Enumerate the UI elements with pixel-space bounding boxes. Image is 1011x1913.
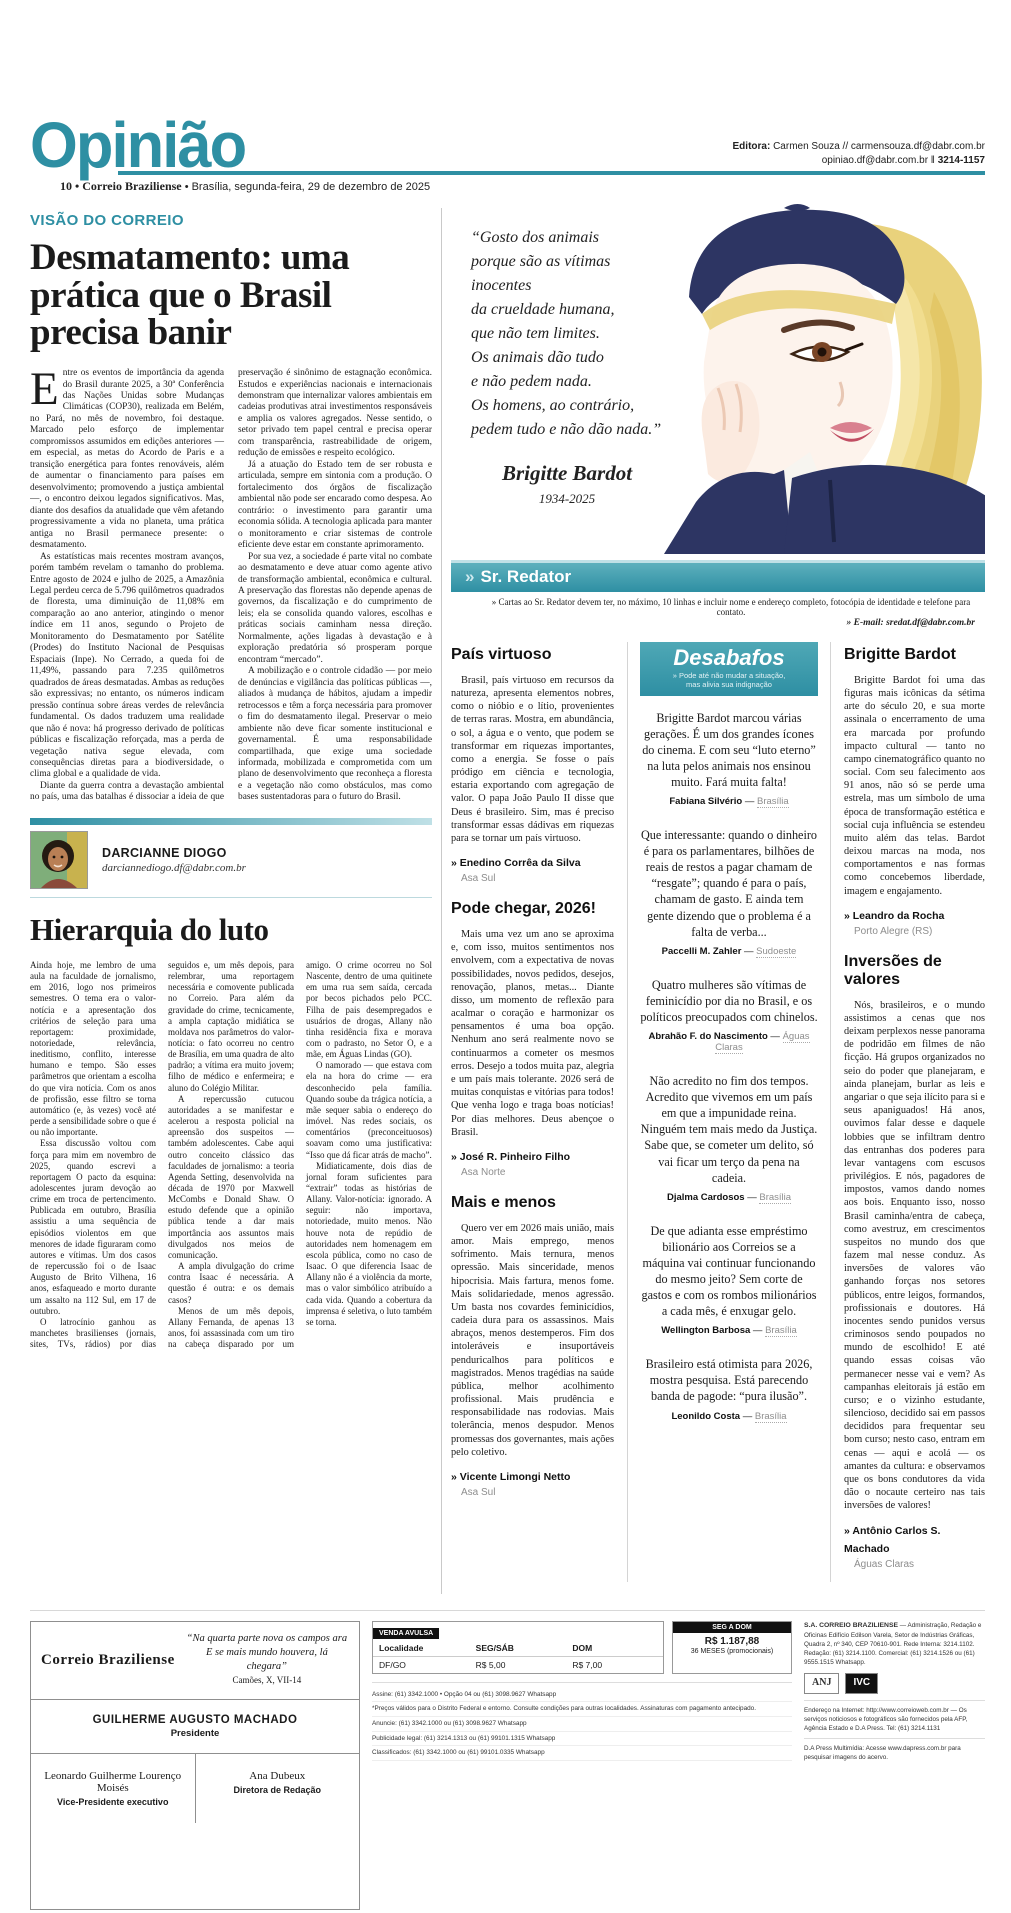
pricing-col-header: DOM — [572, 1642, 593, 1653]
columnist-card — [30, 818, 432, 898]
desabafos-header — [640, 642, 818, 696]
columnist-accent-bar — [30, 818, 432, 825]
desabafo-place: Brasília — [754, 1410, 787, 1422]
letter-body: Brasil, país virtuoso em recursos da natureza, apresenta elementos nobres, como o nióbio e o lítio, provenientes de terras raras. Mostra, em abundância, o sol, a água e o vento, que podem se transformar em riquezas importantes, como a energia. Se fosse o país pródigo em ciência e tecnologia, estaria exportando com agregação de valor. O papa João Paulo II disse que Deus é brasileiro. Sim, mas é preciso transformar essas dádivas em riquezas para se tornar um país virtuoso. — [451, 674, 614, 844]
desabafo-author: Djalma Cardosos — Brasília — [666, 1191, 792, 1203]
desabafo-author: Wellington Barbosa — Brasília — [661, 1325, 797, 1337]
paragraph: As estatísticas mais recentes mostram avanços, porém também revelam o tamanho do problema. Entre agosto de 2024 e julho de 2025, a Amazônia Legal perdeu cerca de 5.796 quilômetros quadrados de floresta, uma diminuição de 11,08% em comparação ao ano anterior, atingindo o menor índice em 11 anos, segundo o Projeto de Monitoramento do Desmatamento por Satélite (Prodes) do Instituto Nacional de Pesquisas Espaciais (Inpe). No Cerrado, a queda foi de 11,49%, passando para 7.235 quilômetros quadrados de áreas desmatadas. Ambas as reduções são expressivas; no entanto, os números indicam pressão contínua sobre áreas verdes de relevância fundamental. Os dados traduzem uma realidade que não é nova: há progresso derivado de políticas públicas e fiscalização reforçada, mas a perda de vegetação nativa segue elevada, com consequências diretas para a biodiversidade, o clima global e a qualidade de vida. — [30, 551, 224, 780]
pricing-cell: R$ 7,00 — [566, 1656, 663, 1673]
footer-pricing — [372, 1621, 792, 1910]
desabafo-text: Não acredito no fim dos tempos. Acredito que vivemos em um país em que a impunidade reina. Ninguém tem mais medo da Justiça. Sabe que, se cometer um delito, só vai ficar um terço da pena na cadeia. — [640, 1074, 818, 1185]
letter-signature: » Antônio Carlos S. Machado Águas Claras — [844, 1521, 985, 1570]
letter-title: Brigitte Bardot — [844, 645, 956, 663]
footer-logo: Correio Braziliense — [41, 1651, 175, 1668]
desabafo-item — [640, 827, 818, 957]
paragraph: Diante da guerra contra a devastação ambiental no país, uma das batalhas é dissociar a ideia de que preservação é sinônimo de estagnação econômica. Estudos e experiências nacionais e internacionais demonstram que internalizar valores ambientais em cadeias produtivas atrai investimentos responsáveis e amplia os valores agregados. Nesse sentido, o setor privado tem papel central e precisa operar com transparência, rastreabilidade de origem, redução de emissões e respeito ecológico. — [30, 368, 432, 803]
chevron-icon: » — [465, 566, 475, 586]
bardot-illustration — [663, 202, 985, 554]
paragraph: A mobilização e o controle cidadão — por meio de denúncias e vigilância das políticas públicas —, aliados à mudança de hábitos, ajudam a impedir retrocessos e têm a força necessária para promover o fim do desmatamento ilegal. Preservar o meio ambiente não deve ficar somente institucional e governamental. É uma responsabilidade compartilhada, que exige uma sociedade informada, mobilizada e comprometida com um plano de desenvolvimento que reconheça a floresta e a vegetação não como obstáculos, mas como bases sustentadoras para o futuro do Brasil. — [238, 666, 432, 803]
letter-title: País virtuoso — [451, 645, 552, 663]
quote-line: da crueldade humana, — [471, 300, 615, 318]
columnist-email[interactable]: darciannediogo.df@dabr.com.br — [102, 861, 246, 874]
letter-body: Nós, brasileiros, e o mundo assistimos a cenas que nos deixam perplexos nesse panorama de podridão em filmes de não ficção. Há grupos organizados no seio do poder que planejaram, e ainda planejam, burlar as leis e angariar o que seja ilícito para si e seus apaniguados! Há anos, ouvimos falar desse e daquele lobbies que se infiltram dentro das entranhas dos poderes para levar vantagens com escusos privilégios. E nós, pagadores de impostos, vamos dando nomes aos bois. Enquanto isso, nosso Brasil caminha/entra de cabeça, como avestruz, em crescimentos suspeitos no mundo dos que fazem mal nesse conduz. As inversões de valores vão ganhando forças nos setores públicos, entre leigos, formandos, profissionais e doutores. Há inocentes sendo punidos versus criminosos sendo poupados no mundo de escolhido! E até quando essas coisas vão permanecer nesse vai e vem? As campanhas eleitorais já estão em curso; e o vizinho estudante, silencioso, decidido sai em passos decididos para frequentar seu bom curso; nesto caso, entram em cenas — aqui e acolá — os amantes da cultura: e observamos que os bons condutores da vida dão o nocaute certeiro nas tais inversões de valores! — [844, 999, 985, 1512]
letters-column-desabafos — [627, 642, 831, 1582]
quote-line: inocentes — [471, 276, 532, 294]
paragraph: Menos de um mês depois, Allany Fernanda, de apenas 13 anos, foi assassinada com um tiro na cabeça disparado por um amigo. O crime ocorreu no Sol Nascente, dentro de uma quitinete em uma rua sem saída, cercada por becos pichados pelo PCC. Filha de pais desempregados e usuários de drogas, Allany não tinha residência fixa e morava com o padrasto, no Setor O, e a mãe, em Águas Lindas (GO). — [168, 959, 432, 1350]
dapress-line: D.A Press Multimídia: Acesse www.dapress.com.br para pesquisar imagens do acervo. — [804, 1745, 961, 1762]
footer-company-info — [804, 1621, 985, 1910]
subscription-price: R$ 1.187,88 — [704, 1635, 760, 1647]
desabafo-item — [640, 710, 818, 807]
contact-line: Assine: (61) 3342.1000 • Opção 04 ou (61) 3098.9627 Whatsapp — [372, 1688, 792, 1703]
redator-email[interactable]: » E-mail: sredat.df@dabr.com.br — [846, 617, 975, 628]
redator-title: Sr. Redator — [480, 566, 572, 586]
letter-body: Mais uma vez um ano se aproxima e, com isso, muitos sentimentos nos envolvem, com a expectativa de novas possibilidades, novos pedidos, desejos, renovação, planos, metas... Diante disso, um momento de reflexão para acalmar o coração e harmonizar os pensamentos é uma boa opção. Nenhum ano será realmente novo se continuarmos a cometer os mesmos erros. Desejo a todos muita paz, alegria e um país mais tolerante. 2026 será de muitas conquistas e vitórias para todos! Que venha logo e traga boas notícias! Por dias melhores. Deus abençoe o Brasil. — [451, 929, 614, 1138]
desabafo-author: Fabiana Silvério — Brasília — [669, 796, 789, 808]
drop-cap: E — [30, 363, 59, 416]
company-name: S.A. CORREIO BRAZILIENSE — [804, 1621, 899, 1629]
desabafo-text: Brasileiro está otimista para 2026, mostra pesquisa. Está parecendo banda de pagode: “pura ilusão”. — [645, 1357, 813, 1404]
paragraph: A repercussão cutucou autoridades a se manifestar e acelerou a resposta policial na apreensão dos suspeitos — também adolescentes. Cabe aqui outro conceito clássico das faculdades de jornalismo: a teoria Agenda Setting, desenvolvida na década de 1970 por Maxwell McCombs e Donald Shaw. O estudo defende que a opinião pública tende a dar mais importância aos assuntos mais divulgados nos meios de comunicação. — [168, 1093, 294, 1260]
editor-label: Editora: — [732, 140, 771, 152]
paragraph: Já a atuação do Estado tem de ser robusta e articulada, sempre em sintonia com a produção. O fortalecimento dos órgãos de fiscalização ambiental não pode ser encarado como despesa. Ao contrário: o investimento para garantir uma economia sólida. A tecnologia aplicada para manter o monitoramento e criar sistemas de controle eficiente deve estar em constante aprimoramento. — [238, 459, 432, 551]
ivc-logo: IVC — [845, 1673, 878, 1694]
divider — [804, 1700, 985, 1701]
paragraph: Por sua vez, a sociedade é parte vital no combate ao desmatamento e deve atuar como agente ativo de transformação ambiental, econômica e cultural. A preservação das florestas não depende apenas de governos, da fiscalização e do cumprimento de leis; ela se consolida quando valores, escolhas e práticas sociais caminham nessa direção. Normalmente, ações ligadas à devastação e à exploração predatória só prosperam porque encontram “mercado”. — [238, 551, 432, 665]
pricing-cell: DF/GO — [373, 1656, 470, 1673]
columnist-name: DARCIANNE DIOGO — [102, 845, 227, 860]
footer-contact-lines — [372, 1682, 792, 1761]
letter-place: Águas Claras — [854, 1558, 915, 1570]
editorial-headline: Desmatamento: uma prática que o Brasil precisa banir — [30, 236, 350, 354]
section-email[interactable]: opiniao.df@dabr.com.br — [821, 155, 929, 167]
subscription-months: 36 MESES (promocionais) — [690, 1647, 774, 1655]
anj-logo: ANJ — [804, 1673, 839, 1694]
pull-quote — [451, 202, 663, 554]
desabafo-place: Brasília — [759, 1191, 792, 1203]
pricing-col-header: SEG/SÁB — [475, 1642, 514, 1653]
desabafo-place: Brasília — [756, 796, 789, 808]
desabafo-author: Abrahão F. do Nascimento — Águas Claras — [648, 1031, 810, 1054]
columnist-photo — [30, 831, 88, 889]
letter-body: Brigitte Bardot foi uma das figuras mais icônicas da sétima arte do século 20, e sua morte assinala o encerramento de uma era marcada por profundo impacto cultural — tanto no campo cinematográfico quanto no social. Com seu falecimento aos 91 anos, não só se perde uma estrela, mas um símbolo de uma época de transformação estética e social cuja influência se estendeu muito além das telas. Bardot deixou marcas na moda, nos comportamentos e nas formas como concebemos liberdade, imagem e engajamento. — [844, 674, 985, 897]
paragraph: Ainda hoje, me lembro de uma aula na faculdade de jornalismo, em 2016, logo nos primeiros semestres. O tema era o valor-notícia e a apresentação dos critérios de seleção para uma reportagem: proximidade, notoriedade, relevância, ineditismo, conflito, interesse humano e tempo. São esses parâmetros que orientam a escolha do que vira notícia. Com os anos de profissão, esse filtro se torna automático (e, às vezes) você até perde a sensibilidade sobre o que é ou não importante. — [30, 959, 156, 1138]
quote-line: Os homens, ao contrário, — [471, 396, 635, 414]
vertical-divider — [441, 208, 442, 1594]
section-logo: Opinião — [30, 109, 246, 181]
desabafo-item — [640, 1223, 818, 1337]
quote-line: Os animais dão tudo — [471, 348, 604, 366]
pricing-col-header: Localidade — [379, 1642, 424, 1653]
column-headline: Hierarquia do luto — [30, 911, 269, 947]
editorial-body — [30, 363, 432, 804]
desabafo-place: Sudoeste — [756, 945, 797, 957]
pricing-tab: VENDA AVULSA — [373, 1628, 439, 1639]
pricing-cell: R$ 5,00 — [470, 1656, 567, 1673]
letter-place: Asa Norte — [461, 1166, 506, 1178]
letter-signature: » Enedino Corrêa da Silva Asa Sul — [451, 853, 614, 884]
quote-line: que não tem limites. — [471, 324, 600, 342]
contact-line: Classificados: (61) 3342.1000 ou (61) 99101.0335 Whatsapp — [372, 1746, 792, 1761]
masthead-footer — [30, 1610, 985, 1910]
letter-title: Mais e menos — [451, 1193, 556, 1211]
page-header — [30, 109, 985, 200]
desabafo-text: Brigitte Bardot marcou várias gerações. É um dos grandes ícones do cinema. E com seu “luto eterno” na luta pelos animais nos ensinou muito. Fará muita falta! — [642, 710, 816, 789]
redator-note: » Cartas ao Sr. Redator devem ter, no máximo, 10 linhas e incluir nome e endereço completo, fotocópia de identidade e telefone para contato. » E-mail: sredat.df@dabr.com.br — [451, 592, 985, 630]
paragraph: Entre os eventos de importância da agenda do Brasil durante 2025, a 30ª Conferência das Nações Unidas sobre Mudanças Climáticas (COP30), realizada em Belém, no Pará, no mês de novembro, foi destaque. Marcado pelo esforço de implementar compromissos assumidos em edições anteriores — em especial, as metas do Acordo de Paris e a transição energética para fontes renováveis, além de aumentar o financiamento para países em desenvolvimento; promovendo a justiça ambiental —, o encontro deixou legados significativos. Mas, diante dos desafios da atualidade que vêm afetando progressivamente a vida no planeta, uma prática antiga no Brasil permanece presente: o desmatamento. — [30, 363, 224, 551]
internet-line: Endereço na Internet: http://www.correioweb.com.br — Os serviços noticiosos e fotográficos são fornecidos pela AFP, Agência Estado e D.A Press. Tel: (61) 3214.1131 — [804, 1706, 968, 1732]
letters-column-c — [844, 642, 985, 1582]
contact-line: *Preços válidos para o Distrito Federal e entorno. Consulte condições para outras localidades. Assinaturas com pagamento antecipado. — [372, 1702, 792, 1717]
redator-section-bar — [451, 560, 985, 592]
quote-line: e não pedem nada. — [471, 372, 592, 390]
pricing-table — [372, 1621, 664, 1674]
letter-signature: » José R. Pinheiro Filho Asa Norte — [451, 1147, 614, 1178]
letter-place: Asa Sul — [461, 1486, 496, 1498]
desabafo-item — [640, 977, 818, 1053]
dateline-date: • Brasília, segunda-feira, 29 de dezembro de 2025 — [184, 180, 431, 193]
paragraph: O latrocínio ganhou as manchetes brasilienses (jornais, sites, TVs, rádios) por dias seguidos e, um mês depois, para relembrar, uma reportagem necessária e comovente publicada no Correio. Para além da gravidade do crime, tecnicamente, a ampla captação midiática se moldava nos parâmetros do valor-notícia: o fato ocorreu no centro de Brasília, em uma quadra de alto padrão; a vítima era muito jovem; filho de médico e enfermeira; e aluno do Colégio Militar. — [30, 959, 294, 1350]
subscription-box — [672, 1621, 792, 1674]
paragraph: Midiaticamente, dois dias de jornal foram suficientes para “extrair” todas as histórias de Allany. Valor-notícia: ignorado. A seguir: não importava, notoriedade, muito menos. Não houve nota de repúdio de autoridades nem homenagem em escola pública, como no caso de Isaac. O que diferencia Isaac de Allany não é a violência da morte, mas o valor simbólico atribuído a cada vida. Quando a cobertura da imprensa é seletiva, o luto também se torna. — [306, 1160, 432, 1327]
quote-line: pedem tudo e não dão nada.” — [471, 420, 662, 438]
desabafo-author: Paccelli M. Zahler — Sudoeste — [661, 945, 797, 957]
desabafos-tagline: » Pode até não mudar a situação, mas alivia sua indignação — [672, 670, 786, 690]
editor-email[interactable]: Carmen Souza // carmensouza.df@dabr.com.br — [773, 140, 985, 152]
company-address: — Administração, Redação e Oficinas Edifício Edilson Varela, Setor de Indústrias Gráficas, Quadra 2, nº 340, CEP 70610-901. Rede Interna: 3214.1102. Redação: (61) 3214.1100. Comercial: (61) 3214.1526 ou (61) 9555.1515 Whatsapp. — [804, 1621, 982, 1667]
letter-signature: » Leandro da Rocha Porto Alegre (RS) — [844, 906, 985, 937]
quote-line: porque são as vítimas — [471, 252, 611, 270]
dateline-paper: 10 • Correio Braziliense — [60, 178, 182, 193]
desabafo-item — [640, 1073, 818, 1203]
footer-quote-attr: Camões, X, VII-14 — [232, 1675, 302, 1686]
letter-place: Porto Alegre (RS) — [854, 925, 933, 937]
subscription-label: SEG A DOM — [673, 1622, 791, 1633]
footer-vice-president: Leonardo Guilherme Lourenço Moisés Vice-Presidente executivo — [44, 1769, 182, 1807]
quote-line: “Gosto dos animais — [471, 228, 600, 246]
columnist-portrait — [31, 832, 87, 888]
editor-info: Editora: Carmen Souza // carmensouza.df@dabr.com.br opiniao.df@dabr.com.br ‖ 3214-1157 — [732, 140, 985, 167]
desabafo-place: Brasília — [765, 1325, 797, 1337]
letters-column-a — [451, 642, 614, 1582]
kicker: VISÃO DO CORREIO — [30, 211, 184, 229]
desabafos-title: Desabafos — [673, 644, 785, 670]
letter-title: Inversões de valores — [844, 952, 942, 988]
quote-years: 1934-2025 — [538, 491, 596, 507]
letters-region — [451, 202, 985, 1594]
paragraph: A ampla divulgação do crime contra Isaac é necessária. A questão é outra: e os demais casos? — [168, 1261, 294, 1305]
desabafo-item — [640, 1356, 818, 1421]
footer-quote: “Na quarta parte nova os campos ara E se mais mundo houvera, lá chegara” Camões, X, VII-14 — [186, 1632, 348, 1686]
letter-signature: » Vicente Limongi Netto Asa Sul — [451, 1467, 614, 1498]
paragraph: O namorado — que estava com ela na hora do crime — era desconhecido pela família. Quando soube da trágica notícia, a mãe sequer sabia o endereço do imóvel. Nas redes sociais, os comentários (preconceituosos) soavam como uma justificativa: “Isso que dá ficar atrás de macho”. — [306, 1060, 432, 1160]
column-body — [30, 960, 432, 1350]
desabafo-place: Águas Claras — [715, 1031, 810, 1054]
letter-body: Quero ver em 2026 mais união, mais amor. Mais emprego, menos sofrimento. Mais ternura, menos opressão. Mais sinceridade, menos hipocrisia. Mais fartura, menos fome. Mais solidariedade, menos agressão. Um basta nos covardes feminicídios, cadeia dura para os assassinos. Mais abraços, menos destemperos. Fim dos intoleráveis e insuportáveis penduricalhos para políticos e magistrados. Menos tragédias na saúde pública, melhor acolhimento profissional. Mais prudência e responsabilidade nas rodovias. Mais tolerância, menos despudor. Menos promessas dos governantes, mais ações pelo coletivo. — [451, 1222, 614, 1458]
contact-line: Publicidade legal: (61) 3214.1313 ou (61) 99101.1315 Whatsapp — [372, 1732, 792, 1747]
editorial-column — [30, 202, 432, 1594]
desabafo-text: De que adianta esse empréstimo bilionário aos Correios se a máquina vai continuar funcionando do mesmo jeito? Sem corte de gastos e com os rombos milionários a cada mês, é enxugar gelo. — [641, 1223, 817, 1319]
contact-line: Anuncie: (61) 3342.1000 ou (61) 3098.9627 Whatsapp — [372, 1717, 792, 1732]
footer-directors-box — [30, 1621, 360, 1910]
divider — [804, 1738, 985, 1739]
letter-title: Pode chegar, 2026! — [451, 900, 596, 918]
desabafo-text: Quatro mulheres são vítimas de feminicídio por dia no Brasil, e os políticos preocupados com chinelos. — [640, 977, 818, 1024]
letter-place: Asa Sul — [461, 873, 496, 885]
paragraph: Essa discussão voltou com força para mim em novembro de 2025, quando escrevi a reportagem O pacto da esquina: adolescentes juram devoção ao crime em troca de pertencimento. Publicada em outubro, Brasília assistiu a uma sequência de episódios violentos em que menores de idade figuraram como autores e vítimas. Um dos casos de repercussão foi o de Isaac Augusto de Brito Vilhena, 16 anos, esfaqueado e morto durante um assalto na 112 Sul, em 17 de outubro. — [30, 1138, 156, 1316]
desabafo-author: Leonildo Costa — Brasília — [671, 1410, 787, 1422]
desabafo-text: Que interessante: quando o dinheiro é para os parlamentares, bilhões de reais de restos a pagar chamam de “resgate”; quando é para o país, chamam de gasto. E ainda tem gente dizendo que o problema é a falta de verba... — [641, 828, 817, 939]
footer-director: Ana Dubeux Diretora de Redação — [195, 1754, 360, 1823]
section-phone[interactable]: 3214-1157 — [937, 155, 985, 167]
footer-president: GUILHERME AUGUSTO MACHADO Presidente — [31, 1700, 359, 1754]
main-content — [30, 202, 985, 1594]
quote-author: Brigitte Bardot — [501, 460, 633, 485]
